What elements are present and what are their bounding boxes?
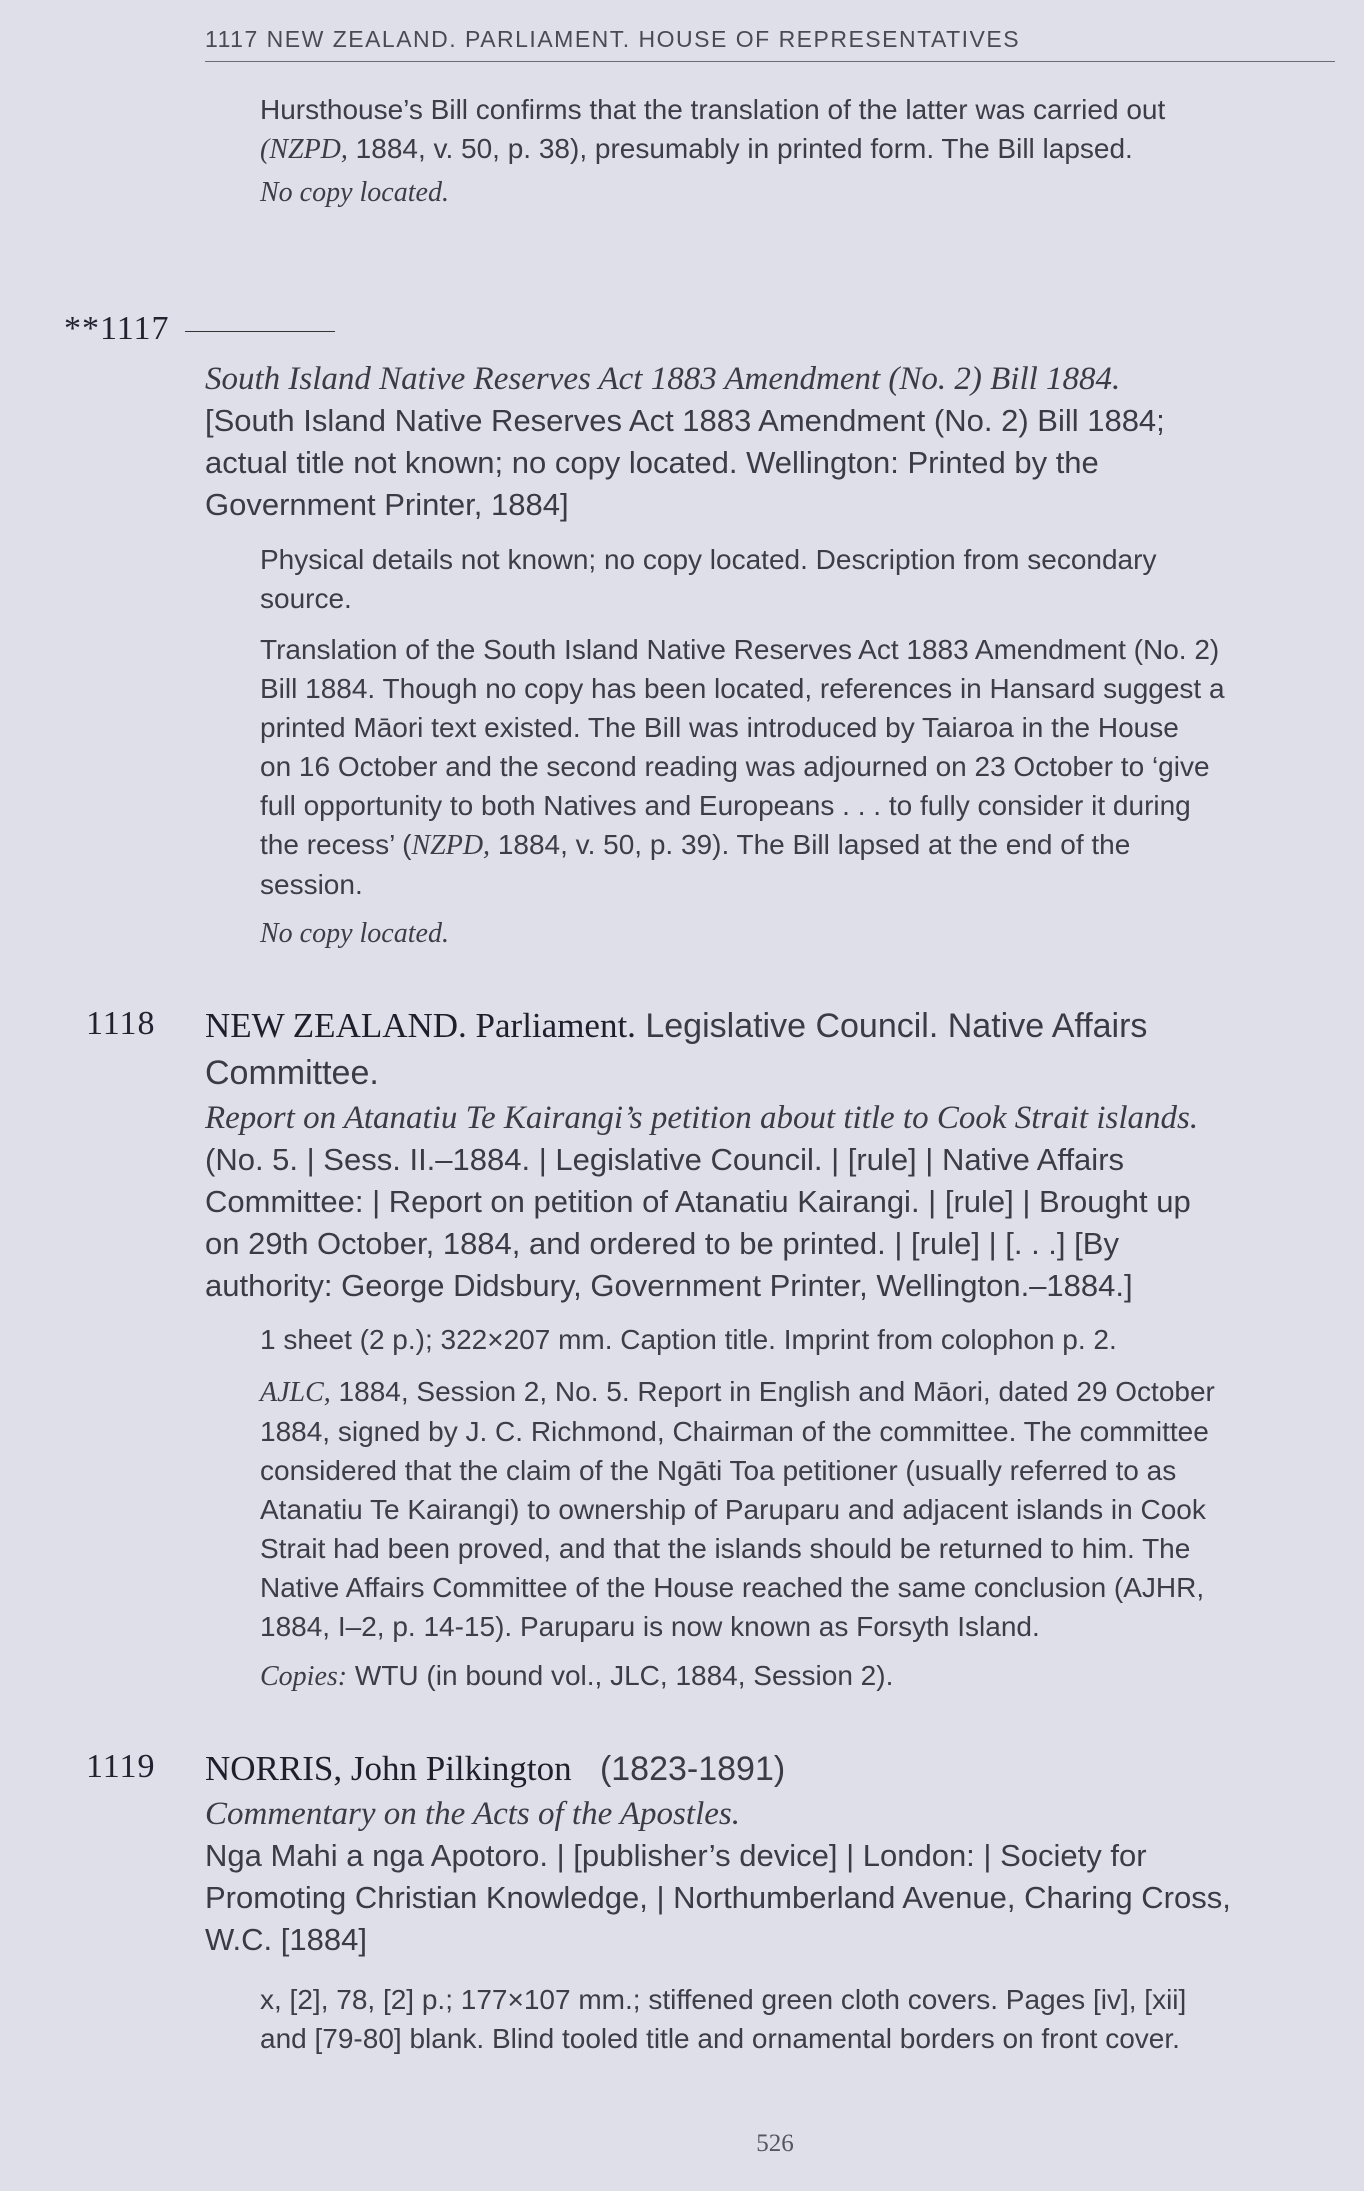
continuation-note bbox=[260, 90, 1340, 212]
note-1118 bbox=[260, 1372, 1340, 1696]
note-line bbox=[260, 129, 1340, 169]
note-line: on 16 October and the second reading was adjourned on 23 October to ‘give bbox=[260, 751, 1210, 782]
transcript-line: [South Island Native Reserves Act 1883 Amendment (No. 2) Bill 1884; bbox=[205, 403, 1165, 438]
transcript-line: W.C. [1884] bbox=[205, 1922, 367, 1957]
entry-number-1117: **1117 bbox=[64, 310, 335, 348]
ditto-rule bbox=[185, 331, 335, 332]
no-copy-note: No copy located. bbox=[260, 177, 449, 208]
entry-title: Report on Atanatiu Te Kairangi’s petition about title to Cook Strait islands. bbox=[205, 1100, 1199, 1136]
physical-line: and [79-80] blank. Blind tooled title and ornamental borders on front cover. bbox=[260, 2023, 1180, 2054]
transcript-line: actual title not known; no copy located. Wellington: Printed by the bbox=[205, 445, 1099, 480]
citation: (NZPD, bbox=[260, 134, 348, 165]
no-copy-note: No copy located. bbox=[260, 918, 449, 949]
note-line: the recess’ (NZPD, 1884, v. 50, p. 39). The Bill lapsed at the end of the bbox=[260, 829, 1131, 861]
transcript-line: Nga Mahi a nga Apotoro. | [publisher’s device] | London: | Society for bbox=[205, 1838, 1147, 1873]
author-heading: NORRIS, John Pilkington bbox=[205, 1749, 572, 1788]
transcript-line: Promoting Christian Knowledge, | Northumberland Avenue, Charing Cross, bbox=[205, 1880, 1231, 1915]
entry-1118 bbox=[205, 1002, 1340, 1307]
entry-number-1119: 1119 bbox=[86, 1748, 156, 1785]
transcript-line: authority: George Didsbury, Government Printer, Wellington.–1884.] bbox=[205, 1268, 1133, 1303]
note-1117 bbox=[260, 630, 1340, 953]
entry-title: South Island Native Reserves Act 1883 Amendment (No. 2) Bill 1884. bbox=[205, 361, 1121, 397]
physical-description-1119 bbox=[260, 1980, 1340, 2058]
author-dates: (1823-1891) bbox=[599, 1750, 786, 1788]
transcript-line: Government Printer, 1884] bbox=[205, 487, 569, 522]
physical-line: x, [2], 78, [2] p.; 177×107 mm.; stiffened green cloth covers. Pages [iv], [xii] bbox=[260, 1984, 1187, 2015]
transcript-line: on 29th October, 1884, and ordered to be printed. | [rule] | [. . .] [By bbox=[205, 1226, 1119, 1261]
transcript-line: Committee: | Report on petition of Atanatiu Kairangi. | [rule] | Brought up bbox=[205, 1184, 1191, 1219]
entry-1117 bbox=[205, 358, 1340, 526]
running-head: 1117 NEW ZEALAND. PARLIAMENT. HOUSE OF REPRESENTATIVES bbox=[205, 26, 1335, 62]
note-line: Translation of the South Island Native Reserves Act 1883 Amendment (No. 2) bbox=[260, 634, 1220, 665]
entry-heading-cont: Committee. bbox=[205, 1054, 379, 1092]
copies-line: Copies: WTU (in bound vol., JLC, 1884, Session 2). bbox=[260, 1660, 894, 1692]
note-line: 1884, signed by J. C. Richmond, Chairman of the committee. The committee bbox=[260, 1416, 1209, 1447]
note-line: Strait had been proved, and that the islands should be returned to him. The bbox=[260, 1533, 1191, 1564]
transcript-line: (No. 5. | Sess. II.–1884. | Legislative Council. | [rule] | Native Affairs bbox=[205, 1142, 1125, 1177]
physical-description-1118 bbox=[260, 1320, 1340, 1359]
note-line: 1884, I–2, p. 14-15). Paruparu is now known as Forsyth Island. bbox=[260, 1611, 1040, 1642]
citation: AJLC, bbox=[260, 1377, 331, 1408]
entry-heading bbox=[205, 1745, 1340, 1793]
note-line: AJLC, 1884, Session 2, No. 5. Report in English and Māori, dated 29 October bbox=[260, 1376, 1215, 1408]
note-text: 1884, v. 50, p. 38), presumably in printed form. The Bill lapsed. bbox=[347, 133, 1133, 164]
physical-line: 1 sheet (2 p.); 322×207 mm. Caption title. Imprint from colophon p. 2. bbox=[260, 1324, 1117, 1355]
note-line: full opportunity to both Natives and Europeans . . . to fully consider it during bbox=[260, 790, 1191, 821]
physical-line: Physical details not known; no copy located. Description from secondary bbox=[260, 544, 1157, 575]
entry-heading: NEW ZEALAND. Parliament. Legislative Council. Native Affairs bbox=[205, 1006, 1148, 1045]
physical-description-1117 bbox=[260, 540, 1340, 618]
entry-title: Commentary on the Acts of the Apostles. bbox=[205, 1796, 740, 1832]
note-line: Hursthouse’s Bill confirms that the translation of the latter was carried out bbox=[260, 94, 1166, 125]
note-line: considered that the claim of the Ngāti Toa petitioner (usually referred to as bbox=[260, 1455, 1177, 1486]
citation: NZPD, bbox=[411, 830, 491, 861]
page-number: 526 bbox=[756, 2130, 794, 2157]
note-line: printed Māori text existed. The Bill was introduced by Taiaroa in the House bbox=[260, 712, 1179, 743]
entry-number-1118: 1118 bbox=[86, 1005, 156, 1042]
physical-line: source. bbox=[260, 583, 352, 614]
author-heading: NEW ZEALAND. Parliament. bbox=[205, 1006, 636, 1045]
note-line: Atanatiu Te Kairangi) to ownership of Paruparu and adjacent islands in Cook bbox=[260, 1494, 1206, 1525]
note-line: session. bbox=[260, 869, 363, 900]
note-line: Bill 1884. Though no copy has been located, references in Hansard suggest a bbox=[260, 673, 1225, 704]
copies-label: Copies: bbox=[260, 1661, 348, 1692]
entry-1119 bbox=[205, 1745, 1340, 1961]
note-line: Native Affairs Committee of the House reached the same conclusion (AJHR, bbox=[260, 1572, 1205, 1603]
